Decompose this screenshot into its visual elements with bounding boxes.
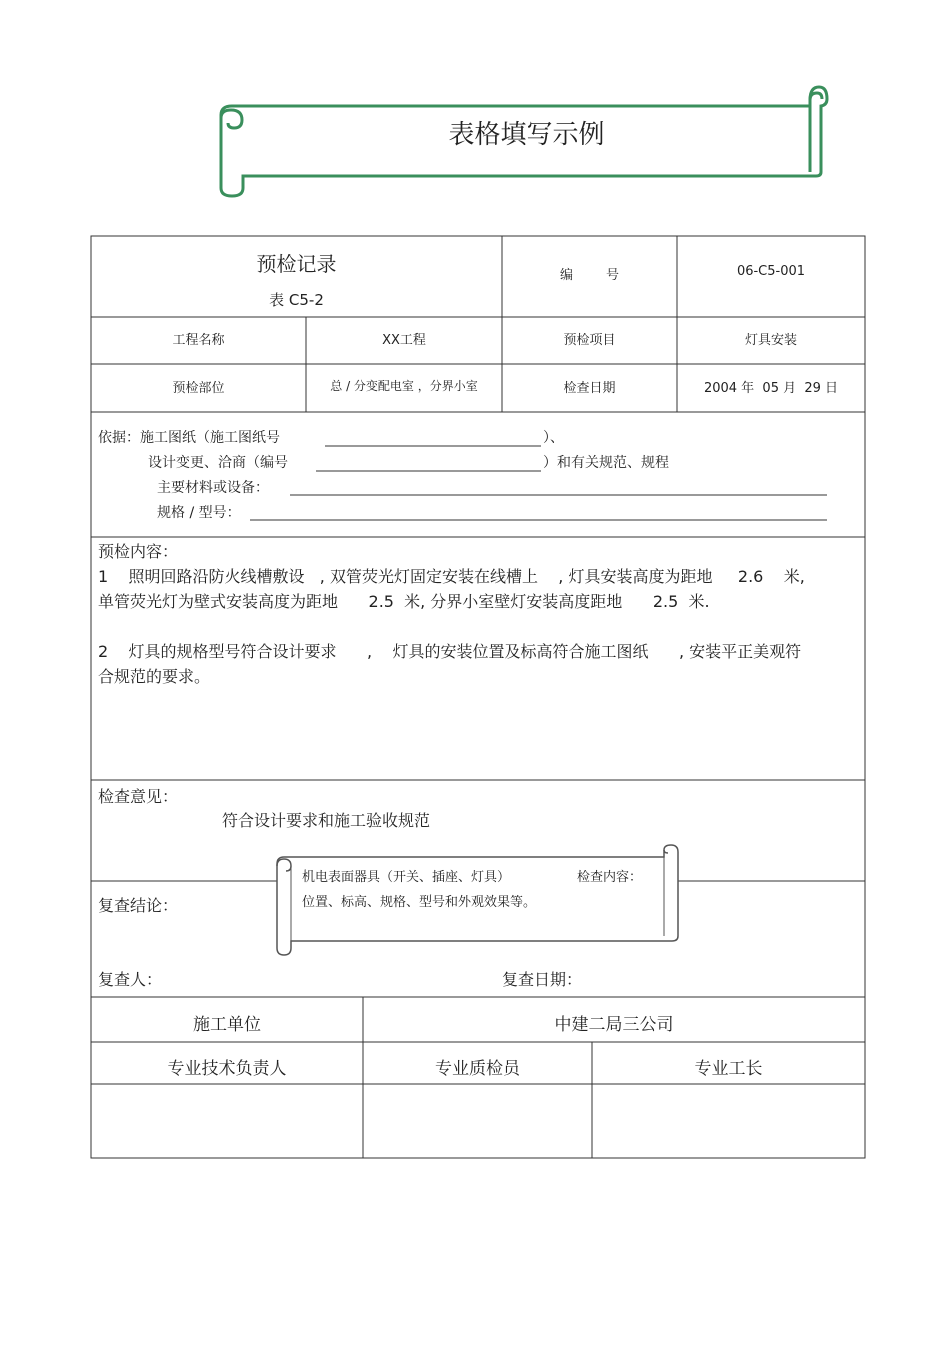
quality-inspector-signature-cell[interactable]: [364, 1085, 591, 1157]
date-value: 2004 年 05 月 29 日: [703, 381, 839, 396]
basis-change-suffix: ）和有关规范、规程: [543, 455, 669, 471]
construction-unit-label: 施工单位: [193, 1015, 261, 1035]
location-value: 总 / 分变配电室 ，分界小室: [330, 379, 478, 393]
content-item2-line1: 2 灯具的规格型号符合设计要求 , 灯具的安装位置及标高符合施工图纸 , 安装平正美观符: [98, 642, 802, 661]
basis-drawing-suffix: ）、: [543, 430, 564, 446]
number-label: 编 号: [559, 268, 620, 283]
note-line1-b: 检查内容：: [577, 870, 643, 885]
banner-title: 表格填写示例: [448, 120, 605, 150]
tech-lead-signature-cell[interactable]: [92, 1085, 362, 1157]
form-code: 表 C5-2: [269, 291, 324, 309]
location-label: 预检部位: [172, 381, 225, 396]
opinion-label: 检查意见：: [98, 787, 179, 806]
content-item1-line1: 1 照明回路沿防火线槽敷设 , 双管荧光灯固定安装在线槽上 , 灯具安装高度为距地 2.6 米,: [98, 567, 805, 586]
basis-drawing-label: 依据：施工图纸（施工图纸号: [98, 430, 280, 446]
project-name-value: XX工程: [382, 333, 426, 348]
review-conclusion-label: 复查结论：: [98, 896, 179, 915]
project-name-label: 工程名称: [172, 333, 225, 348]
spec-label: 规格 / 型号：: [157, 505, 241, 521]
materials-label: 主要材料或设备：: [157, 480, 269, 496]
note-line2: 位置、标高、规格、型号和外观效果等。: [302, 895, 537, 910]
review-date-label: 复查日期：: [502, 970, 583, 989]
reviewer-label: 复查人：: [98, 970, 163, 989]
content-item1-line2: 单管荧光灯为壁式安装高度为距地 2.5 米, 分界小室壁灯安装高度距地 2.5 米.: [98, 592, 710, 611]
inspection-item-label: 预检项目: [563, 333, 616, 348]
tech-lead-label: 专业技术负责人: [167, 1059, 287, 1079]
foreman-signature-cell[interactable]: [593, 1085, 864, 1157]
form-title: 预检记录: [256, 252, 337, 276]
content-item2-line2: 合规范的要求。: [98, 667, 211, 686]
content-label: 预检内容：: [98, 542, 179, 561]
construction-unit-value: 中建二局三公司: [554, 1015, 674, 1035]
inspection-item-value: 灯具安装: [744, 333, 797, 348]
basis-change-label: 设计变更、洽商（编号: [148, 455, 288, 471]
foreman-label: 专业工长: [694, 1059, 763, 1079]
note-line1-a: 机电表面器具（开关、插座、灯具）: [302, 870, 511, 885]
number-value: 06-C5-001: [736, 264, 806, 279]
opinion-text: 符合设计要求和施工验收规范: [222, 811, 431, 830]
quality-inspector-label: 专业质检员: [435, 1059, 520, 1079]
date-label: 检查日期: [563, 381, 616, 396]
